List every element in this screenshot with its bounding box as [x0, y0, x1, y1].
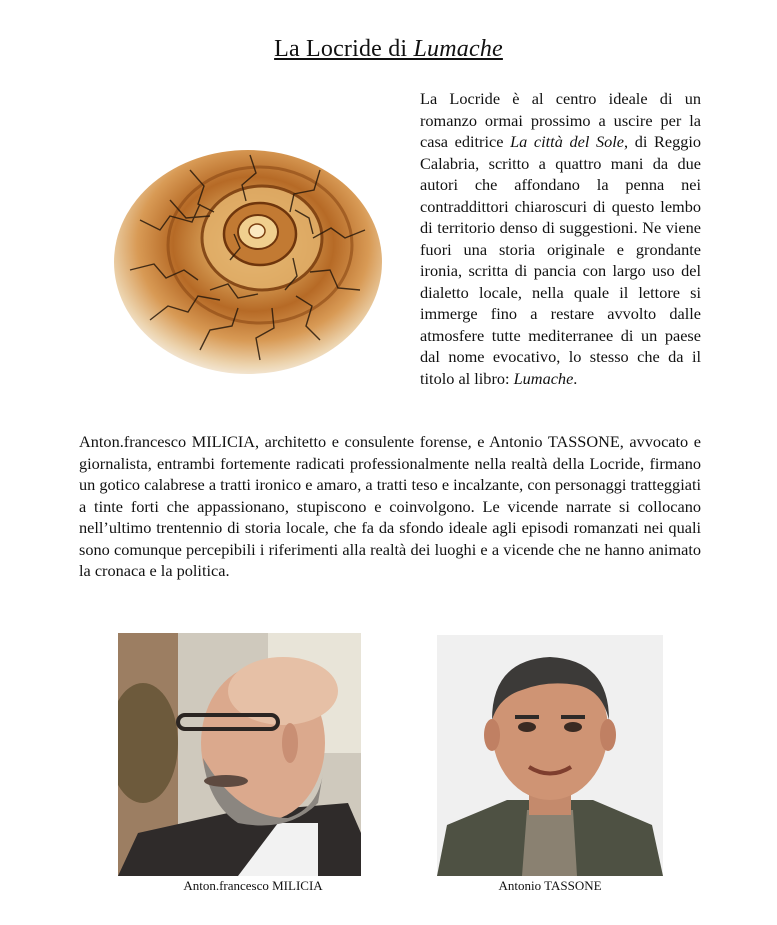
page-title	[0, 36, 777, 63]
intro-text-2: , di Reggio Calabria, scritto a quattro mani da due autori che affondano la penna nei contraddittori chiaroscuri di questo lembo di territorio denso di suggestioni. Ne viene fuori una storia originale e grondante ironia, scritta di pancia con largo uso del dialetto locale, nella quale il lettore si immerge fino a restare avvolto dalle atmosfere tutte mediterranee di un paese dal nome evocativo, lo stesso che da il titolo al libro:	[420, 132, 702, 388]
intro-text-end: .	[573, 368, 578, 388]
title-prefix: La Locride di	[274, 36, 414, 62]
caption-tassone: Antonio TASSONE	[498, 878, 602, 893]
intro-text-1: La Locride è al centro ideale di un romanzo ormai prossimo a uscire per la casa editrice	[420, 89, 701, 151]
snail-shell-image	[110, 140, 390, 380]
author-photo-tassone	[437, 635, 663, 876]
intro-paragraph	[420, 88, 701, 389]
title-italic: Lumache	[413, 36, 503, 62]
authors-paragraph: Anton.francesco MILICIA, architetto e consulente forense, e Antonio TASSONE, avvocato e giornalista, entrambi fortemente radicati professionalmente nella realtà della Locride, firmano un gotico calabrese a tratti ironico e amaro, a tratti teso e incalzante, con personaggi tratteggiati a tinte forti che appassionano, stupiscono e coinvolgono. Le vicende narrate si collocano nell’ultimo trentennio di storia locale, che fa da sfondo ideale agli episodi romanzati nei quali sono comunque percepibili i riferimenti alla realtà dei luoghi e a vicende che ne hanno animato la cronaca e la politica.	[79, 432, 701, 580]
book-title: Lumache	[513, 368, 574, 388]
publisher-name: La città del Sole	[510, 132, 624, 151]
author-photo-milicia	[118, 633, 361, 876]
caption-milicia: Anton.francesco MILICIA	[183, 878, 323, 893]
